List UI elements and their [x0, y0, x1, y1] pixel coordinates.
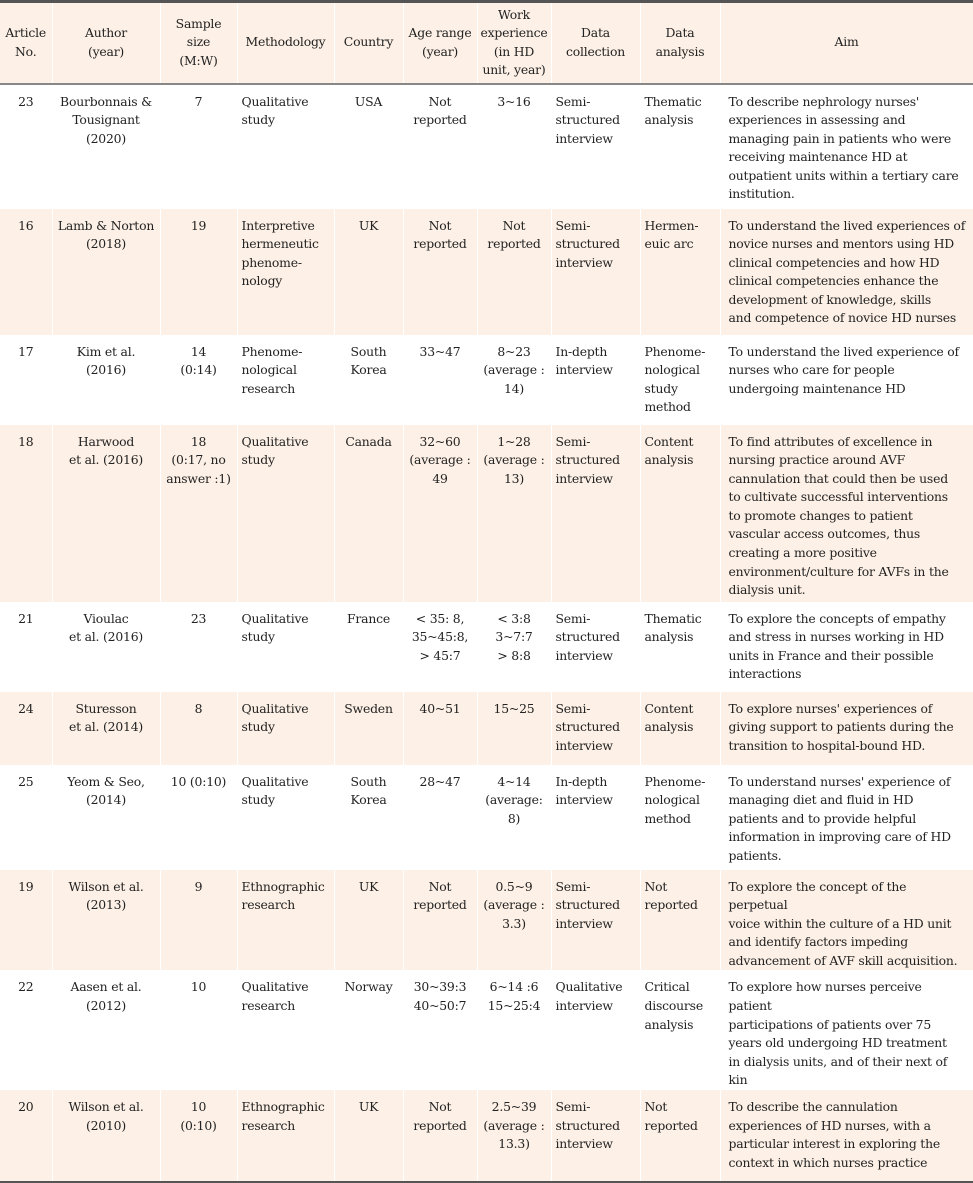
cell-author-year: Yeom & Seo, (2014): [52, 765, 160, 870]
cell-data-collection: Semi- structured interview: [551, 870, 640, 971]
cell-work-experience: 3~16: [477, 84, 551, 209]
header-work-experience: Work experience (in HD unit, year): [477, 2, 551, 84]
cell-age-range: 40~51: [403, 692, 477, 765]
cell-methodology: Qualitative study: [237, 425, 334, 602]
header-row: [0, 2, 973, 84]
cell-age-range: 33~47: [403, 335, 477, 425]
header-age-range: Age range (year): [403, 2, 477, 84]
cell-author-year: Aasen et al. (2012): [52, 970, 160, 1090]
cell-aim: To find attributes of excellence in nursing practice around AVF cannulation that could then be used to cultivate successful interventions to promote changes to patient vascular access outcomes, thus creating a more positive environment/culture for AVFs in the dialysis unit.: [720, 425, 973, 602]
cell-author-year: Harwood et al. (2016): [52, 425, 160, 602]
cell-country: USA: [334, 84, 403, 209]
cell-age-range: Not reported: [403, 870, 477, 971]
cell-sample-size: 7: [160, 84, 237, 209]
cell-methodology: Qualitative research: [237, 970, 334, 1090]
cell-sample-size: 10 (0:10): [160, 765, 237, 870]
cell-article-no: 23: [0, 84, 52, 209]
cell-country: UK: [334, 870, 403, 971]
cell-data-analysis: Phenome- nological study method: [640, 335, 720, 425]
cell-age-range: < 35: 8, 35~45:8, > 45:7: [403, 602, 477, 692]
cell-aim: To explore nurses' experiences of giving support to patients during the transition to hospital-bound HD.: [720, 692, 973, 765]
cell-work-experience: 0.5~9 (average : 3.3): [477, 870, 551, 971]
cell-article-no: 17: [0, 335, 52, 425]
cell-age-range: 32~60 (average : 49: [403, 425, 477, 602]
cell-methodology: Qualitative study: [237, 692, 334, 765]
table-row: [0, 1090, 973, 1182]
cell-country: UK: [334, 1090, 403, 1182]
cell-data-collection: Semi- structured interview: [551, 692, 640, 765]
cell-article-no: 24: [0, 692, 52, 765]
table-row: [0, 84, 973, 209]
cell-article-no: 16: [0, 209, 52, 335]
cell-work-experience: 2.5~39 (average : 13.3): [477, 1090, 551, 1182]
cell-aim: To describe the cannulation experiences of HD nurses, with a particular interest in exploring the context in which nurses practice: [720, 1090, 973, 1182]
header-country: Country: [334, 2, 403, 84]
cell-data-collection: Semi- structured interview: [551, 84, 640, 209]
cell-sample-size: 14 (0:14): [160, 335, 237, 425]
cell-data-collection: Qualitative interview: [551, 970, 640, 1090]
cell-work-experience: < 3:8 3~7:7 > 8:8: [477, 602, 551, 692]
cell-data-analysis: Critical discourse analysis: [640, 970, 720, 1090]
cell-methodology: Ethnographic research: [237, 870, 334, 971]
cell-methodology: Interpretive hermeneutic phenome- nology: [237, 209, 334, 335]
cell-country: UK: [334, 209, 403, 335]
cell-work-experience: Not reported: [477, 209, 551, 335]
cell-age-range: Not reported: [403, 1090, 477, 1182]
cell-sample-size: 10: [160, 970, 237, 1090]
cell-age-range: 30~39:3 40~50:7: [403, 970, 477, 1090]
cell-sample-size: 18 (0:17, no answer :1): [160, 425, 237, 602]
cell-data-analysis: Hermen- euic arc: [640, 209, 720, 335]
header-author-year: Author (year): [52, 2, 160, 84]
cell-author-year: Kim et al. (2016): [52, 335, 160, 425]
cell-aim: To explore how nurses perceive patient participations of patients over 75 years old undergoing HD treatment in dialysis units, and of their next of kin: [720, 970, 973, 1090]
header-data-analysis: Data analysis: [640, 2, 720, 84]
cell-data-collection: In-depth interview: [551, 335, 640, 425]
cell-aim: To understand the lived experience of nurses who care for people undergoing maintenance HD: [720, 335, 973, 425]
cell-country: Sweden: [334, 692, 403, 765]
cell-work-experience: 15~25: [477, 692, 551, 765]
cell-data-analysis: Content analysis: [640, 425, 720, 602]
cell-aim: To explore the concepts of empathy and stress in nurses working in HD units in France and their possible interactions: [720, 602, 973, 692]
cell-data-collection: Semi- structured interview: [551, 209, 640, 335]
header-methodology: Methodology: [237, 2, 334, 84]
cell-sample-size: 8: [160, 692, 237, 765]
table-row: [0, 765, 973, 870]
cell-country: South Korea: [334, 335, 403, 425]
table-row: [0, 335, 973, 425]
cell-aim: To describe nephrology nurses' experiences in assessing and managing pain in patients who were receiving maintenance HD at outpatient units within a tertiary care institution.: [720, 84, 973, 209]
cell-methodology: Phenome- nological research: [237, 335, 334, 425]
cell-methodology: Ethnographic research: [237, 1090, 334, 1182]
cell-article-no: 22: [0, 970, 52, 1090]
cell-country: Canada: [334, 425, 403, 602]
cell-work-experience: 6~14 :6 15~25:4: [477, 970, 551, 1090]
table-row: [0, 970, 973, 1090]
cell-work-experience: 8~23 (average : 14): [477, 335, 551, 425]
cell-author-year: Vioulac et al. (2016): [52, 602, 160, 692]
cell-article-no: 18: [0, 425, 52, 602]
cell-data-analysis: Phenome- nological method: [640, 765, 720, 870]
cell-age-range: Not reported: [403, 84, 477, 209]
cell-article-no: 25: [0, 765, 52, 870]
cell-aim: To understand the lived experiences of novice nurses and mentors using HD clinical competencies and how HD clinical competencies enhance the development of knowledge, skills and competence of novice HD nurses: [720, 209, 973, 335]
header-article-no: Article No.: [0, 2, 52, 84]
cell-author-year: Wilson et al. (2010): [52, 1090, 160, 1182]
cell-data-analysis: Not reported: [640, 1090, 720, 1182]
header-aim: Aim: [720, 2, 973, 84]
cell-age-range: Not reported: [403, 209, 477, 335]
cell-methodology: Qualitative study: [237, 84, 334, 209]
cell-work-experience: 1~28 (average : 13): [477, 425, 551, 602]
cell-author-year: Wilson et al. (2013): [52, 870, 160, 971]
cell-sample-size: 10 (0:10): [160, 1090, 237, 1182]
cell-article-no: 21: [0, 602, 52, 692]
cell-author-year: Lamb & Norton (2018): [52, 209, 160, 335]
cell-country: France: [334, 602, 403, 692]
cell-sample-size: 19: [160, 209, 237, 335]
cell-data-collection: Semi- structured interview: [551, 1090, 640, 1182]
cell-country: Norway: [334, 970, 403, 1090]
cell-data-collection: In-depth interview: [551, 765, 640, 870]
cell-author-year: Bourbonnais & Tousignant (2020): [52, 84, 160, 209]
cell-author-year: Sturesson et al. (2014): [52, 692, 160, 765]
table-row: [0, 209, 973, 335]
cell-work-experience: 4~14 (average: 8): [477, 765, 551, 870]
cell-sample-size: 23: [160, 602, 237, 692]
cell-data-analysis: Content analysis: [640, 692, 720, 765]
cell-data-analysis: Thematic analysis: [640, 602, 720, 692]
cell-aim: To understand nurses' experience of managing diet and fluid in HD patients and to provide helpful information in improving care of HD patients.: [720, 765, 973, 870]
cell-methodology: Qualitative study: [237, 602, 334, 692]
cell-data-analysis: Thematic analysis: [640, 84, 720, 209]
cell-article-no: 20: [0, 1090, 52, 1182]
table-row: [0, 602, 973, 692]
cell-methodology: Qualitative study: [237, 765, 334, 870]
header-sample-size: Sample size (M:W): [160, 2, 237, 84]
table-row: [0, 425, 973, 602]
table-row: [0, 692, 973, 765]
table-row: [0, 870, 973, 971]
header-data-collection: Data collection: [551, 2, 640, 84]
cell-aim: To explore the concept of the perpetual voice within the culture of a HD unit and identify factors impeding advancement of AVF skill acquisition.: [720, 870, 973, 971]
cell-country: South Korea: [334, 765, 403, 870]
cell-data-analysis: Not reported: [640, 870, 720, 971]
cell-age-range: 28~47: [403, 765, 477, 870]
cell-data-collection: Semi- structured interview: [551, 425, 640, 602]
cell-sample-size: 9: [160, 870, 237, 971]
cell-data-collection: Semi- structured interview: [551, 602, 640, 692]
cell-article-no: 19: [0, 870, 52, 971]
